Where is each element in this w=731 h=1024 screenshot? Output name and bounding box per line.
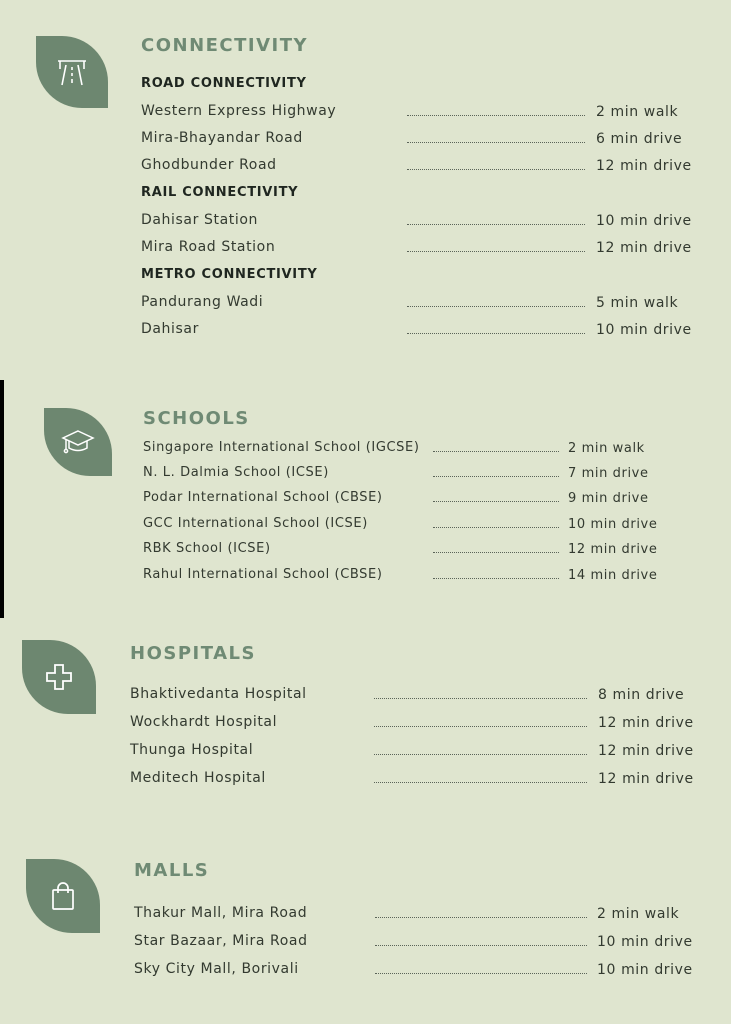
- metro-connectivity-title: METRO CONNECTIVITY: [141, 267, 318, 282]
- road-connectivity-title: ROAD CONNECTIVITY: [141, 76, 307, 91]
- item-value: 10 min drive: [568, 517, 658, 532]
- medical-cross-icon: [22, 640, 96, 714]
- dotted-leader: [374, 726, 587, 727]
- item-name: Thakur Mall, Mira Road: [134, 905, 308, 921]
- item-name: Bhaktivedanta Hospital: [130, 686, 307, 702]
- dotted-leader: [433, 501, 559, 502]
- dotted-leader: [407, 169, 585, 170]
- item-name: Thunga Hospital: [130, 742, 254, 758]
- dotted-leader: [407, 224, 585, 225]
- item-name: Singapore International School (IGCSE): [143, 440, 420, 455]
- item-name: N. L. Dalmia School (ICSE): [143, 465, 329, 480]
- item-name: RBK School (ICSE): [143, 541, 271, 556]
- item-value: 8 min drive: [598, 687, 685, 703]
- dotted-leader: [374, 754, 587, 755]
- dotted-leader: [407, 115, 585, 116]
- road-icon: [36, 36, 108, 108]
- item-value: 5 min walk: [596, 295, 679, 311]
- rail-connectivity-title: RAIL CONNECTIVITY: [141, 185, 299, 200]
- item-value: 2 min walk: [568, 441, 645, 456]
- dotted-leader: [374, 698, 587, 699]
- shopping-bag-icon: [26, 859, 100, 933]
- item-name: Ghodbunder Road: [141, 157, 277, 173]
- item-value: 7 min drive: [568, 466, 649, 481]
- item-value: 2 min walk: [596, 104, 679, 120]
- item-name: Mira Road Station: [141, 239, 276, 255]
- item-value: 10 min drive: [597, 962, 693, 978]
- item-value: 10 min drive: [596, 322, 692, 338]
- item-value: 12 min drive: [596, 240, 692, 256]
- dotted-leader: [433, 476, 559, 477]
- dotted-leader: [375, 917, 587, 918]
- item-value: 12 min drive: [568, 542, 658, 557]
- dotted-leader: [375, 945, 587, 946]
- graduation-cap-icon: [44, 408, 112, 476]
- item-name: Sky City Mall, Borivali: [134, 961, 299, 977]
- item-name: Mira-Bhayandar Road: [141, 130, 303, 146]
- dotted-leader: [375, 973, 587, 974]
- item-name: Dahisar: [141, 321, 199, 337]
- dotted-leader: [407, 306, 585, 307]
- dotted-leader: [433, 451, 559, 452]
- item-value: 9 min drive: [568, 491, 649, 506]
- item-value: 12 min drive: [598, 771, 694, 787]
- hospitals-heading: HOSPITALS: [130, 643, 256, 664]
- dotted-leader: [407, 333, 585, 334]
- item-name: Star Bazaar, Mira Road: [134, 933, 308, 949]
- connectivity-heading: CONNECTIVITY: [141, 35, 309, 56]
- dotted-leader: [433, 578, 559, 579]
- item-value: 12 min drive: [596, 158, 692, 174]
- item-name: Pandurang Wadi: [141, 294, 264, 310]
- dotted-leader: [407, 251, 585, 252]
- item-value: 12 min drive: [598, 715, 694, 731]
- dotted-leader: [407, 142, 585, 143]
- item-name: Meditech Hospital: [130, 770, 266, 786]
- item-name: Western Express Highway: [141, 103, 337, 119]
- item-name: Wockhardt Hospital: [130, 714, 278, 730]
- item-name: Podar International School (CBSE): [143, 490, 383, 505]
- item-value: 12 min drive: [598, 743, 694, 759]
- left-edge-bar: [0, 380, 4, 618]
- item-value: 10 min drive: [597, 934, 693, 950]
- item-name: GCC International School (ICSE): [143, 516, 368, 531]
- item-value: 6 min drive: [596, 131, 683, 147]
- dotted-leader: [433, 552, 559, 553]
- dotted-leader: [374, 782, 587, 783]
- malls-heading: MALLS: [134, 860, 210, 881]
- dotted-leader: [433, 527, 559, 528]
- item-value: 2 min walk: [597, 906, 680, 922]
- schools-heading: SCHOOLS: [143, 408, 250, 429]
- item-value: 14 min drive: [568, 568, 658, 583]
- item-value: 10 min drive: [596, 213, 692, 229]
- item-name: Rahul International School (CBSE): [143, 567, 383, 582]
- item-name: Dahisar Station: [141, 212, 258, 228]
